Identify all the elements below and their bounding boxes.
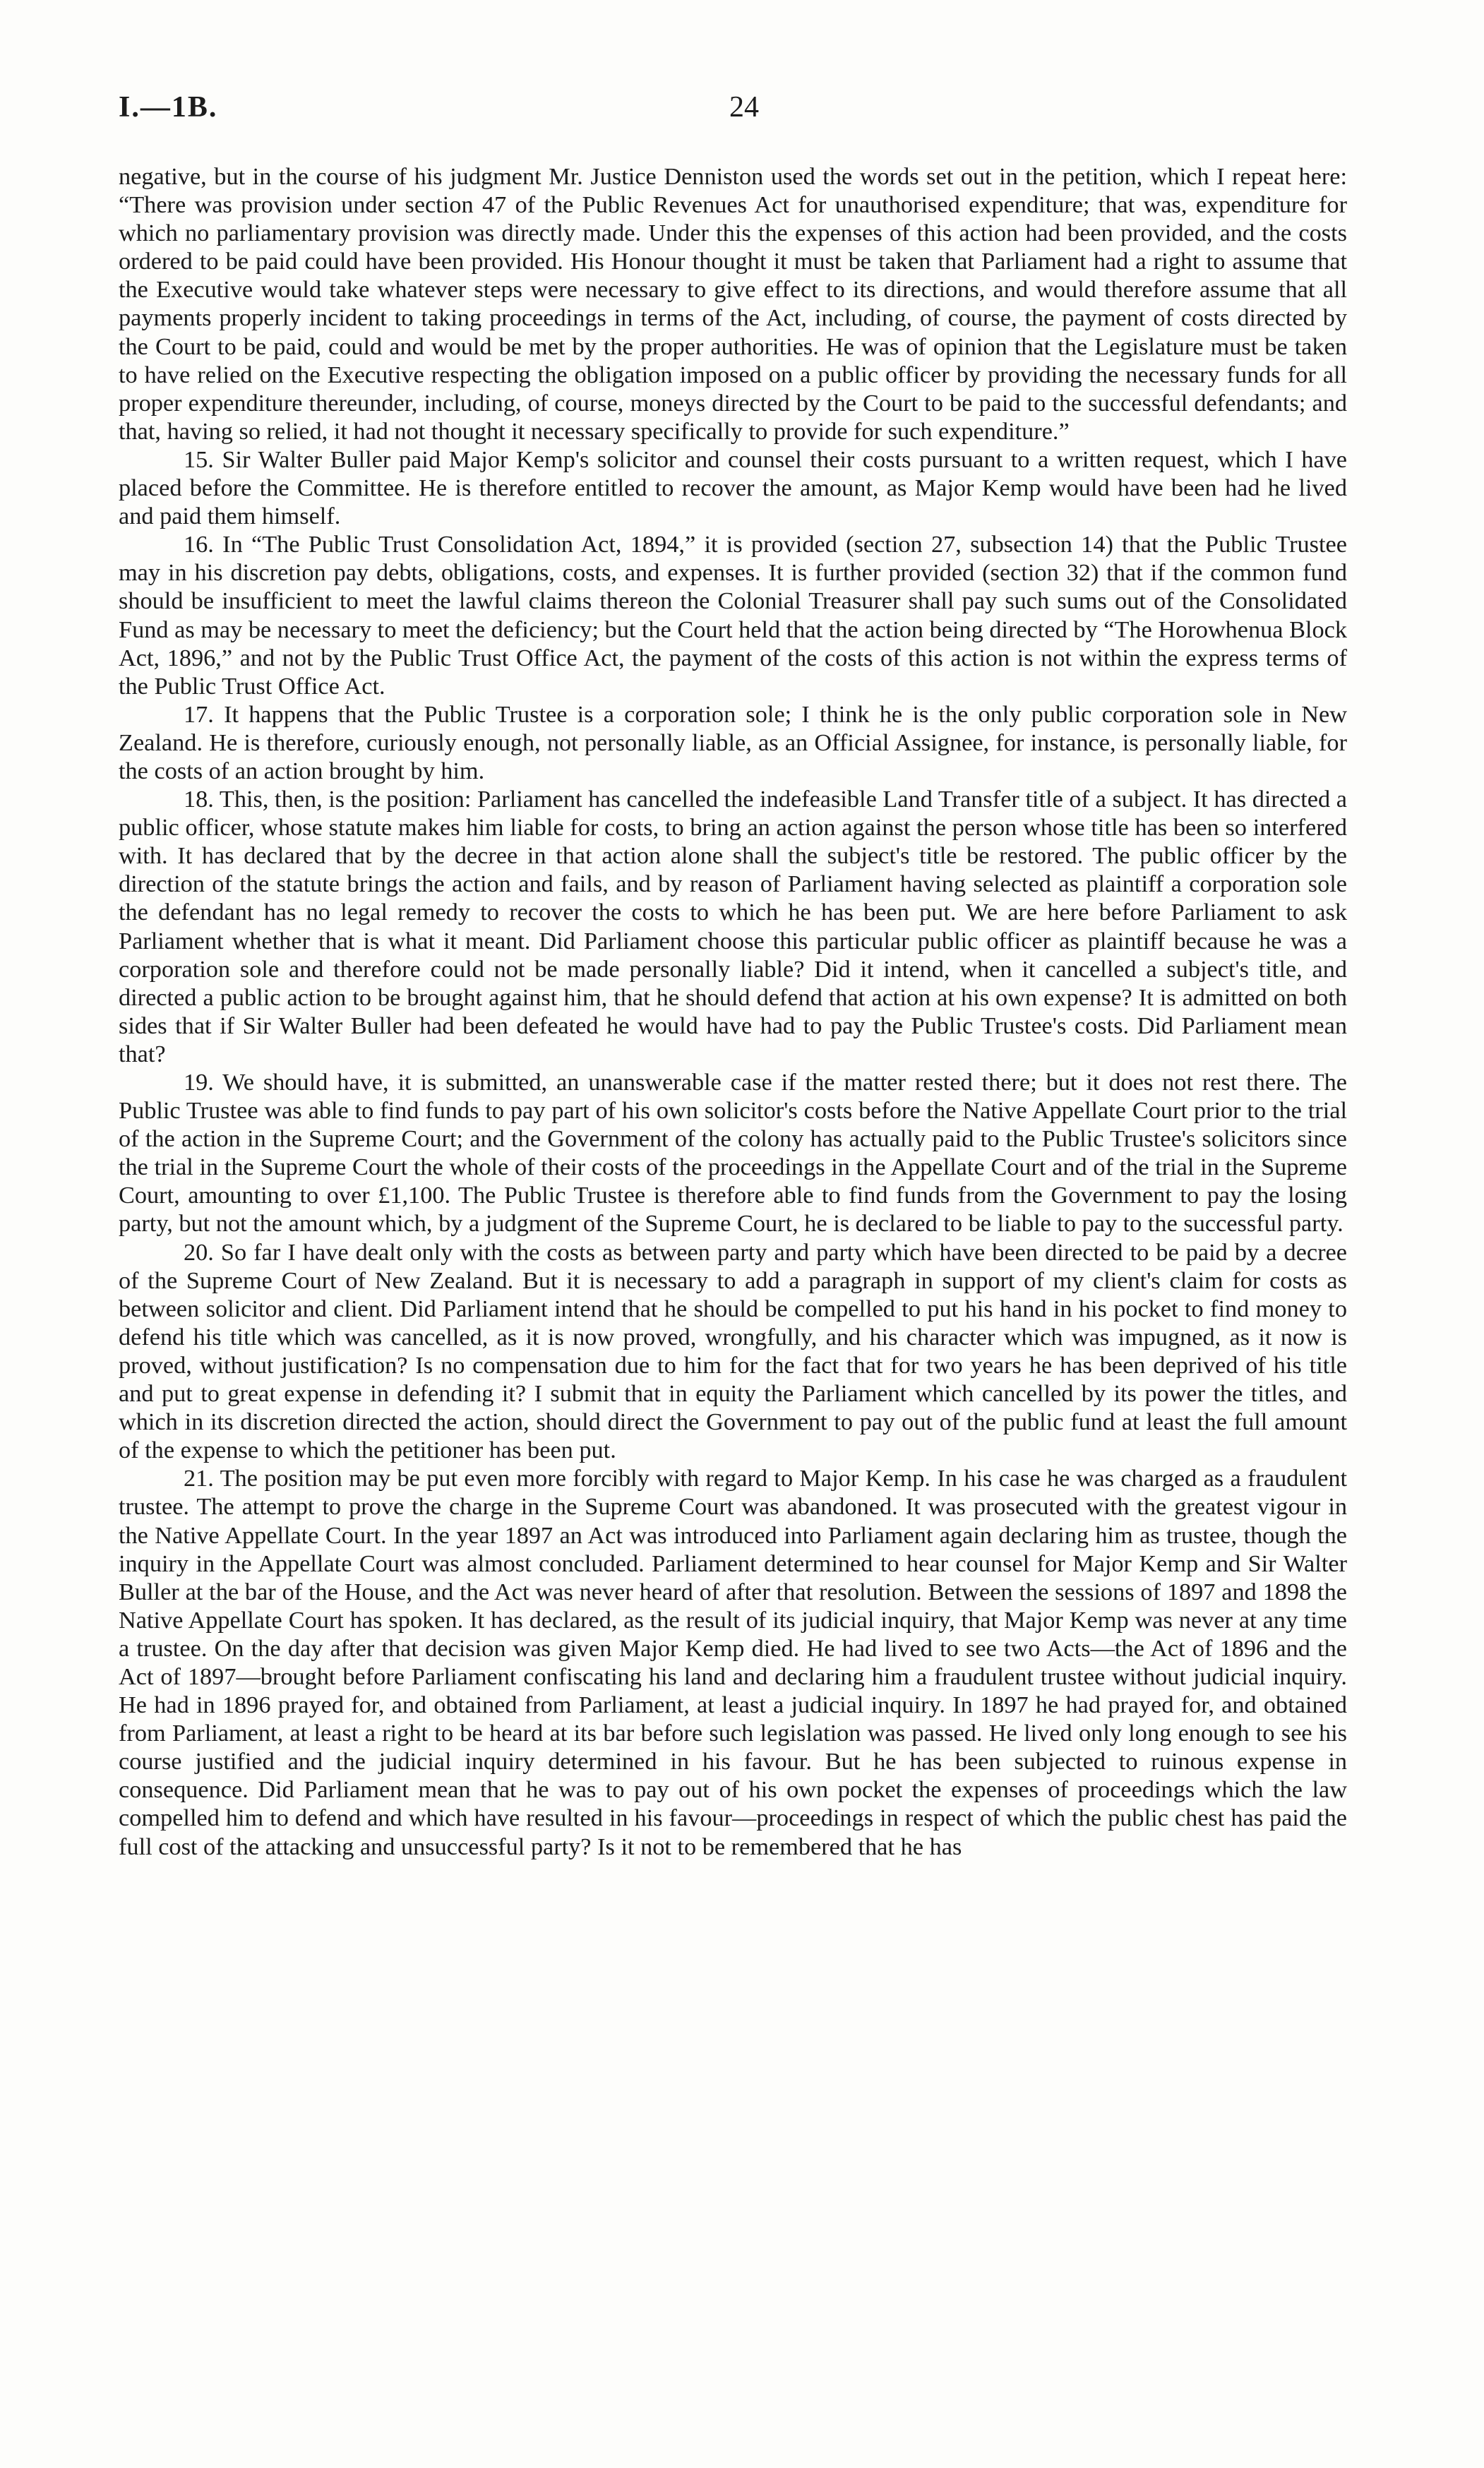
body-text — [119, 162, 1347, 1861]
paragraph-17: 17. It happens that the Public Trustee is a corporation sole; I think he is the only public corporation sole in New Zealand. He is therefore, curiously enough, not personally liable, as an Official Assignee, for instance, is personally liable, for the costs of an action brought by him. — [119, 700, 1347, 784]
paragraph-15: 15. Sir Walter Buller paid Major Kemp's solicitor and counsel their costs pursuant to a written request, which I have placed before the Committee. He is therefore entitled to recover the amount, as Major Kemp would have been had he lived and paid them himself. — [119, 445, 1347, 530]
document-reference: I.—1B. — [119, 91, 218, 124]
paragraph-21: 21. The position may be put even more forcibly with regard to Major Kemp. In his case he was charged as a fraudulent trustee. The attempt to prove the charge in the Supreme Court was abandoned. It was prosecuted with the greatest vigour in the Native Appellate Court. In the year 1897 an Act was introduced into Parliament again declaring him as trustee, though the inquiry in the Appellate Court was almost concluded. Parliament determined to hear counsel for Major Kemp and Sir Walter Buller at the bar of the House, and the Act was never heard of after that resolution. Between the sessions of 1897 and 1898 the Native Appellate Court has spoken. It has declared, as the result of its judicial inquiry, that Major Kemp was never at any time a trustee. On the day after that decision was given Major Kemp died. He had lived to see two Acts—the Act of 1896 and the Act of 1897—brought before Parliament confiscating his land and declaring him a fraudulent trustee without judicial inquiry. He had in 1896 prayed for, and obtained from Parliament, at least a judicial inquiry. In 1897 he had prayed for, and obtained from Parliament, at least a right to be heard at its bar before such legislation was passed. He lived only long enough to see his course justified and the judicial inquiry determined in his favour. But he has been subjected to ruinous expense in consequence. Did Parliament mean that he was to pay out of his own pocket the expenses of proceedings which the law compelled him to defend and which have resulted in his favour—proceedings in respect of which the public chest has paid the full cost of the attacking and unsuccessful party? Is it not to be remembered that he has — [119, 1465, 1347, 1860]
paragraph-continuation: negative, but in the course of his judgment Mr. Justice Denniston used the words set out in the petition, which I repeat here: “There was provision under section 47 of the Public Revenues Act for unauthorised expenditure; that was, expenditure for which no parliamentary provision was directly made. Under this the expenses of this action had been provided, and the costs ordered to be paid could have been provided. His Honour thought it must be taken that Parliament had a right to assume that the Executive would take whatever steps were necessary to give effect to its directions, and would therefore assume that all payments properly incident to taking proceedings in terms of the Act, including, of course, the payment of costs directed by the Court to be paid, could and would be met by the proper authorities. He was of opinion that the Legislature must be taken to have relied on the Executive respecting the obligation imposed on a public officer by providing the necessary funds for all proper expenditure thereunder, including, of course, moneys directed by the Court to be paid to the successful defendants; and that, having so relied, it had not thought it necessary specifically to provide for such expenditure.” — [119, 163, 1347, 445]
paragraph-20: 20. So far I have dealt only with the costs as between party and party which have been directed to be paid by a decree of the Supreme Court of New Zealand. But it is necessary to add a paragraph in support of my client's claim for costs as between solicitor and client. Did Parliament intend that he should be compelled to put his hand in his pocket to find money to defend his title which was cancelled, as it is now proved, wrongfully, and his character which was impugned, as it now is proved, without justification? Is no compensation due to him for the fact that for two years he has been deprived of his title and put to great expense in defending it? I submit that in equity the Parliament which cancelled by its power the titles, and which in its discretion directed the action, should direct the Government to pay out of the public fund at least the full amount of the expense to which the petitioner has been put. — [119, 1238, 1347, 1464]
paragraph-16: 16. In “The Public Trust Consolidation Act, 1894,” it is provided (section 27, subsection 14) that the Public Trustee may in his discretion pay debts, obligations, costs, and expenses. It is further provided (section 32) that if the common fund should be insufficient to meet the lawful claims thereon the Colonial Treasurer shall pay such sums out of the Consolidated Fund as may be necessary to meet the deficiency; but the Court held that the action being directed by “The Horowhenua Block Act, 1896,” and not by the Public Trust Office Act, the payment of the costs of this action is not within the express terms of the Public Trust Office Act. — [119, 531, 1348, 700]
page-number: 24 — [729, 91, 759, 124]
paragraph-18: 18. This, then, is the position: Parliament has cancelled the indefeasible Land Transfer title of a subject. It has directed a public officer, whose statute makes him liable for costs, to bring an action against the person whose title has been so interfered with. It has declared that by the decree in that action alone shall the subject's title be restored. The public officer by the direction of the statute brings the action and fails, and by reason of Parliament having selected as plaintiff a corporation sole the defendant has no legal remedy to recover the costs to which he has been put. We are here before Parliament to ask Parliament whether that is what it meant. Did Parliament choose this particular public officer as plaintiff because he was a corporation sole and therefore could not be made personally liable? Did it intend, when it cancelled a subject's title, and directed a public action to be brought against him, that he should defend that action at his own expense? It is admitted on both sides that if Sir Walter Buller had been defeated he would have had to pay the Public Trustee's costs. Did Parliament mean that? — [119, 786, 1347, 1067]
page-header — [119, 90, 1370, 133]
paragraph-19: 19. We should have, it is submitted, an unanswerable case if the matter rested there; but it does not rest there. The Public Trustee was able to find funds to pay part of his own solicitor's costs before the Native Appellate Court prior to the trial of the action in the Supreme Court; and the Government of the colony has actually paid to the Public Trustee's solicitors since the trial in the Supreme Court the whole of their costs of the proceedings in the Appellate Court and of the trial in the Supreme Court, amounting to over £1,100. The Public Trustee is therefore able to find funds from the Government to pay the losing party, but not the amount which, by a judgment of the Supreme Court, he is declared to be liable to pay to the successful party. — [119, 1069, 1347, 1238]
